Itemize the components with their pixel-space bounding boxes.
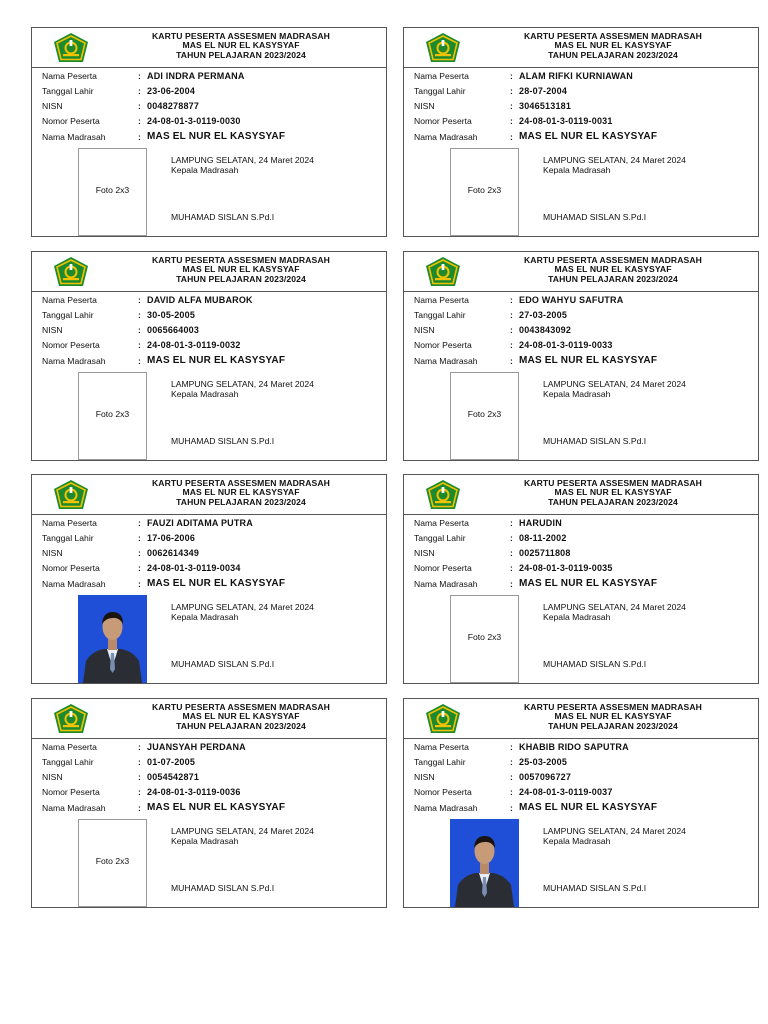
nisn-value: 0048278877 bbox=[147, 101, 200, 111]
field-label: Nama Madrasah bbox=[42, 803, 106, 813]
madrasah-logo-icon bbox=[52, 703, 90, 735]
field-label: Nama Peserta bbox=[414, 518, 469, 528]
field-label: NISN bbox=[414, 772, 435, 782]
participant-card bbox=[31, 27, 387, 237]
birth-date: 08-11-2002 bbox=[519, 533, 567, 543]
headmaster-name: MUHAMAD SISLAN S.Pd.I bbox=[171, 883, 275, 893]
field-label: Tanggal Lahir bbox=[414, 310, 466, 320]
nisn-value: 0062614349 bbox=[147, 548, 200, 558]
participant-photo bbox=[450, 819, 519, 907]
field-label: Nomor Peserta bbox=[414, 116, 472, 126]
field-colon: : bbox=[138, 310, 141, 320]
signature-block bbox=[171, 603, 314, 622]
field-label: Tanggal Lahir bbox=[42, 310, 94, 320]
field-colon: : bbox=[138, 132, 141, 142]
headmaster-name: MUHAMAD SISLAN S.Pd.I bbox=[543, 212, 647, 222]
field-label: Nomor Peserta bbox=[414, 787, 472, 797]
participant-number: 24-08-01-3-0119-0030 bbox=[147, 116, 241, 126]
nisn-value: 0054542871 bbox=[147, 772, 200, 782]
card-title bbox=[474, 703, 752, 731]
participant-number: 24-08-01-3-0119-0032 bbox=[147, 340, 241, 350]
participant-name: KHABIB RIDO SAPUTRA bbox=[519, 742, 629, 752]
card-title-line: KARTU PESERTA ASSESMEN MADRASAH bbox=[523, 255, 702, 265]
card-header bbox=[32, 699, 386, 739]
birth-date: 25-03-2005 bbox=[519, 757, 568, 767]
field-label: Nama Madrasah bbox=[414, 579, 478, 589]
card-title-line: KARTU PESERTA ASSESMEN MADRASAH bbox=[151, 702, 330, 712]
field-colon: : bbox=[138, 71, 141, 81]
card-title-line: KARTU PESERTA ASSESMEN MADRASAH bbox=[151, 31, 330, 41]
field-label: Nomor Peserta bbox=[42, 787, 100, 797]
field-colon: : bbox=[138, 579, 141, 589]
photo-placeholder bbox=[78, 148, 147, 236]
madrasah-logo-icon bbox=[52, 256, 90, 288]
signature-block bbox=[543, 827, 686, 846]
card-title-line: TAHUN PELAJARAN 2023/2024 bbox=[548, 49, 678, 60]
field-colon: : bbox=[138, 86, 141, 96]
field-colon: : bbox=[138, 548, 141, 558]
field-colon: : bbox=[510, 548, 513, 558]
madrasah-name: MAS EL NUR EL KASYSYAF bbox=[147, 355, 286, 366]
field-colon: : bbox=[138, 757, 141, 767]
sign-place-date: LAMPUNG SELATAN, 24 Maret 2024 bbox=[543, 826, 686, 836]
birth-date: 27-03-2005 bbox=[519, 310, 568, 320]
card-header bbox=[404, 252, 758, 292]
card-header bbox=[404, 475, 758, 515]
card-title-line: MAS EL NUR EL KASYSYAF bbox=[182, 264, 300, 275]
photo-placeholder bbox=[450, 595, 519, 683]
headmaster-name: MUHAMAD SISLAN S.Pd.I bbox=[171, 436, 275, 446]
field-colon: : bbox=[510, 803, 513, 813]
headmaster-name: MUHAMAD SISLAN S.Pd.I bbox=[543, 659, 647, 669]
madrasah-logo-icon bbox=[424, 479, 462, 511]
madrasah-logo-icon bbox=[424, 256, 462, 288]
photo-placeholder-label: Foto 2x3 bbox=[467, 632, 502, 642]
participant-card bbox=[403, 251, 759, 461]
field-colon: : bbox=[138, 356, 141, 366]
headmaster-name: MUHAMAD SISLAN S.Pd.I bbox=[543, 436, 647, 446]
field-label: Nama Peserta bbox=[42, 742, 97, 752]
card-title-line: TAHUN PELAJARAN 2023/2024 bbox=[548, 496, 678, 507]
participant-name: FAUZI ADITAMA PUTRA bbox=[147, 518, 253, 528]
field-label: Nama Madrasah bbox=[414, 356, 478, 366]
card-title-line: KARTU PESERTA ASSESMEN MADRASAH bbox=[151, 478, 330, 488]
madrasah-name: MAS EL NUR EL KASYSYAF bbox=[147, 131, 286, 142]
card-title-line: TAHUN PELAJARAN 2023/2024 bbox=[176, 49, 306, 60]
sign-place-date: LAMPUNG SELATAN, 24 Maret 2024 bbox=[171, 826, 314, 836]
signature-block bbox=[171, 156, 314, 175]
card-title-line: TAHUN PELAJARAN 2023/2024 bbox=[548, 720, 678, 731]
signature-block bbox=[543, 603, 686, 622]
photo-placeholder bbox=[450, 372, 519, 460]
field-label: Nama Peserta bbox=[42, 518, 97, 528]
birth-date: 28-07-2004 bbox=[519, 86, 568, 96]
nisn-value: 0043843092 bbox=[519, 325, 572, 335]
headmaster-name: MUHAMAD SISLAN S.Pd.I bbox=[171, 212, 275, 222]
field-colon: : bbox=[510, 772, 513, 782]
photo-placeholder-label: Foto 2x3 bbox=[95, 185, 130, 195]
field-colon: : bbox=[510, 86, 513, 96]
card-title-line: TAHUN PELAJARAN 2023/2024 bbox=[176, 273, 306, 284]
sign-title: Kepala Madrasah bbox=[543, 164, 611, 175]
field-label: Nama Peserta bbox=[414, 742, 469, 752]
participant-number: 24-08-01-3-0119-0031 bbox=[519, 116, 613, 126]
participant-name: JUANSYAH PERDANA bbox=[147, 742, 246, 752]
participant-card bbox=[31, 698, 387, 908]
field-colon: : bbox=[510, 787, 513, 797]
photo-placeholder bbox=[78, 372, 147, 460]
field-colon: : bbox=[510, 71, 513, 81]
card-title-line: TAHUN PELAJARAN 2023/2024 bbox=[176, 720, 306, 731]
field-colon: : bbox=[138, 325, 141, 335]
signature-block bbox=[171, 827, 314, 846]
card-title-line: KARTU PESERTA ASSESMEN MADRASAH bbox=[523, 31, 702, 41]
field-colon: : bbox=[138, 518, 141, 528]
card-title-line: TAHUN PELAJARAN 2023/2024 bbox=[548, 273, 678, 284]
card-header bbox=[404, 699, 758, 739]
card-header bbox=[404, 28, 758, 68]
participant-name: EDO WAHYU SAFUTRA bbox=[519, 295, 624, 305]
nisn-value: 0025711808 bbox=[519, 548, 571, 558]
field-label: Nama Peserta bbox=[414, 71, 469, 81]
field-colon: : bbox=[510, 518, 513, 528]
signature-block bbox=[171, 380, 314, 399]
field-colon: : bbox=[510, 340, 513, 350]
field-label: Nama Madrasah bbox=[414, 132, 478, 142]
field-label: Nama Peserta bbox=[42, 71, 97, 81]
sign-place-date: LAMPUNG SELATAN, 24 Maret 2024 bbox=[543, 602, 686, 612]
photo-placeholder-label: Foto 2x3 bbox=[95, 856, 130, 866]
field-colon: : bbox=[138, 803, 141, 813]
participant-card bbox=[403, 698, 759, 908]
participant-number: 24-08-01-3-0119-0036 bbox=[147, 787, 241, 797]
field-label: Nomor Peserta bbox=[42, 563, 100, 573]
field-colon: : bbox=[138, 787, 141, 797]
sign-title: Kepala Madrasah bbox=[171, 611, 239, 622]
headmaster-name: MUHAMAD SISLAN S.Pd.I bbox=[543, 883, 647, 893]
field-label: NISN bbox=[42, 325, 63, 335]
participant-card bbox=[403, 27, 759, 237]
participant-number: 24-08-01-3-0119-0033 bbox=[519, 340, 613, 350]
card-title-line: MAS EL NUR EL KASYSYAF bbox=[554, 711, 672, 722]
participant-card bbox=[403, 474, 759, 684]
field-colon: : bbox=[510, 310, 513, 320]
card-title-line: KARTU PESERTA ASSESMEN MADRASAH bbox=[523, 478, 702, 488]
field-label: NISN bbox=[414, 101, 435, 111]
field-label: NISN bbox=[42, 101, 63, 111]
card-title-line: MAS EL NUR EL KASYSYAF bbox=[554, 264, 672, 275]
sign-place-date: LAMPUNG SELATAN, 24 Maret 2024 bbox=[171, 155, 314, 165]
madrasah-logo-icon bbox=[52, 32, 90, 64]
field-label: Tanggal Lahir bbox=[42, 86, 94, 96]
field-label: Nomor Peserta bbox=[414, 340, 472, 350]
field-label: Tanggal Lahir bbox=[414, 533, 466, 543]
birth-date: 23-06-2004 bbox=[147, 86, 196, 96]
card-title-line: MAS EL NUR EL KASYSYAF bbox=[182, 40, 300, 51]
field-colon: : bbox=[138, 563, 141, 573]
field-colon: : bbox=[510, 101, 513, 111]
card-title-line: KARTU PESERTA ASSESMEN MADRASAH bbox=[523, 702, 702, 712]
sign-title: Kepala Madrasah bbox=[543, 611, 611, 622]
madrasah-name: MAS EL NUR EL KASYSYAF bbox=[519, 802, 658, 813]
card-header bbox=[32, 475, 386, 515]
birth-date: 30-05-2005 bbox=[147, 310, 196, 320]
field-colon: : bbox=[510, 533, 513, 543]
participant-number: 24-08-01-3-0119-0037 bbox=[519, 787, 613, 797]
card-title-line: TAHUN PELAJARAN 2023/2024 bbox=[176, 496, 306, 507]
participant-name: ALAM RIFKI KURNIAWAN bbox=[519, 71, 633, 81]
field-label: Tanggal Lahir bbox=[414, 757, 466, 767]
participant-number: 24-08-01-3-0119-0035 bbox=[519, 563, 613, 573]
sign-title: Kepala Madrasah bbox=[171, 835, 239, 846]
card-title-line: KARTU PESERTA ASSESMEN MADRASAH bbox=[151, 255, 330, 265]
field-label: Nama Peserta bbox=[42, 295, 97, 305]
field-label: Tanggal Lahir bbox=[42, 533, 94, 543]
card-header bbox=[32, 28, 386, 68]
field-colon: : bbox=[510, 579, 513, 589]
madrasah-name: MAS EL NUR EL KASYSYAF bbox=[519, 131, 658, 142]
participant-name: HARUDIN bbox=[519, 518, 562, 528]
sign-place-date: LAMPUNG SELATAN, 24 Maret 2024 bbox=[543, 379, 686, 389]
headmaster-name: MUHAMAD SISLAN S.Pd.I bbox=[171, 659, 275, 669]
field-colon: : bbox=[510, 757, 513, 767]
photo-placeholder-label: Foto 2x3 bbox=[467, 185, 502, 195]
field-label: NISN bbox=[42, 772, 63, 782]
participant-name: DAVID ALFA MUBAROK bbox=[147, 295, 253, 305]
field-colon: : bbox=[510, 742, 513, 752]
field-label: Nama Madrasah bbox=[42, 132, 106, 142]
field-colon: : bbox=[510, 356, 513, 366]
field-colon: : bbox=[510, 325, 513, 335]
card-title bbox=[102, 32, 380, 60]
field-label: Tanggal Lahir bbox=[414, 86, 466, 96]
field-colon: : bbox=[138, 533, 141, 543]
field-colon: : bbox=[138, 295, 141, 305]
field-label: NISN bbox=[42, 548, 63, 558]
field-colon: : bbox=[510, 563, 513, 573]
field-colon: : bbox=[138, 772, 141, 782]
sign-place-date: LAMPUNG SELATAN, 24 Maret 2024 bbox=[543, 155, 686, 165]
field-colon: : bbox=[510, 132, 513, 142]
field-colon: : bbox=[510, 295, 513, 305]
nisn-value: 3046513181 bbox=[519, 101, 572, 111]
field-label: Nama Madrasah bbox=[42, 356, 106, 366]
field-colon: : bbox=[138, 101, 141, 111]
field-label: Nama Peserta bbox=[414, 295, 469, 305]
card-title bbox=[102, 256, 380, 284]
sign-place-date: LAMPUNG SELATAN, 24 Maret 2024 bbox=[171, 602, 314, 612]
card-title bbox=[102, 703, 380, 731]
field-label: Nomor Peserta bbox=[42, 116, 100, 126]
madrasah-name: MAS EL NUR EL KASYSYAF bbox=[519, 578, 658, 589]
photo-placeholder-label: Foto 2x3 bbox=[95, 409, 130, 419]
field-label: Nomor Peserta bbox=[42, 340, 100, 350]
field-label: Nama Madrasah bbox=[42, 579, 106, 589]
participant-card bbox=[31, 251, 387, 461]
field-label: NISN bbox=[414, 548, 435, 558]
field-label: Tanggal Lahir bbox=[42, 757, 94, 767]
photo-placeholder-label: Foto 2x3 bbox=[467, 409, 502, 419]
madrasah-name: MAS EL NUR EL KASYSYAF bbox=[519, 355, 658, 366]
madrasah-logo-icon bbox=[424, 32, 462, 64]
photo-placeholder bbox=[450, 148, 519, 236]
card-title bbox=[102, 479, 380, 507]
field-colon: : bbox=[510, 116, 513, 126]
participant-card bbox=[31, 474, 387, 684]
madrasah-logo-icon bbox=[52, 479, 90, 511]
card-title-line: MAS EL NUR EL KASYSYAF bbox=[554, 487, 672, 498]
birth-date: 17-06-2006 bbox=[147, 533, 196, 543]
field-label: Nomor Peserta bbox=[414, 563, 472, 573]
card-title-line: MAS EL NUR EL KASYSYAF bbox=[182, 487, 300, 498]
field-label: Nama Madrasah bbox=[414, 803, 478, 813]
sign-title: Kepala Madrasah bbox=[543, 388, 611, 399]
birth-date: 01-07-2005 bbox=[147, 757, 196, 767]
field-colon: : bbox=[138, 116, 141, 126]
nisn-value: 0065664003 bbox=[147, 325, 200, 335]
participant-photo bbox=[78, 595, 147, 683]
card-title-line: MAS EL NUR EL KASYSYAF bbox=[554, 40, 672, 51]
nisn-value: 0057096727 bbox=[519, 772, 572, 782]
card-title-line: MAS EL NUR EL KASYSYAF bbox=[182, 711, 300, 722]
card-title bbox=[474, 256, 752, 284]
field-colon: : bbox=[138, 742, 141, 752]
participant-name: ADI INDRA PERMANA bbox=[147, 71, 245, 81]
madrasah-logo-icon bbox=[424, 703, 462, 735]
card-header bbox=[32, 252, 386, 292]
field-label: NISN bbox=[414, 325, 435, 335]
sign-place-date: LAMPUNG SELATAN, 24 Maret 2024 bbox=[171, 379, 314, 389]
signature-block bbox=[543, 156, 686, 175]
card-title bbox=[474, 32, 752, 60]
field-colon: : bbox=[138, 340, 141, 350]
sign-title: Kepala Madrasah bbox=[171, 164, 239, 175]
sign-title: Kepala Madrasah bbox=[543, 835, 611, 846]
photo-placeholder bbox=[78, 819, 147, 907]
sign-title: Kepala Madrasah bbox=[171, 388, 239, 399]
card-title bbox=[474, 479, 752, 507]
madrasah-name: MAS EL NUR EL KASYSYAF bbox=[147, 578, 286, 589]
participant-number: 24-08-01-3-0119-0034 bbox=[147, 563, 241, 573]
signature-block bbox=[543, 380, 686, 399]
madrasah-name: MAS EL NUR EL KASYSYAF bbox=[147, 802, 286, 813]
